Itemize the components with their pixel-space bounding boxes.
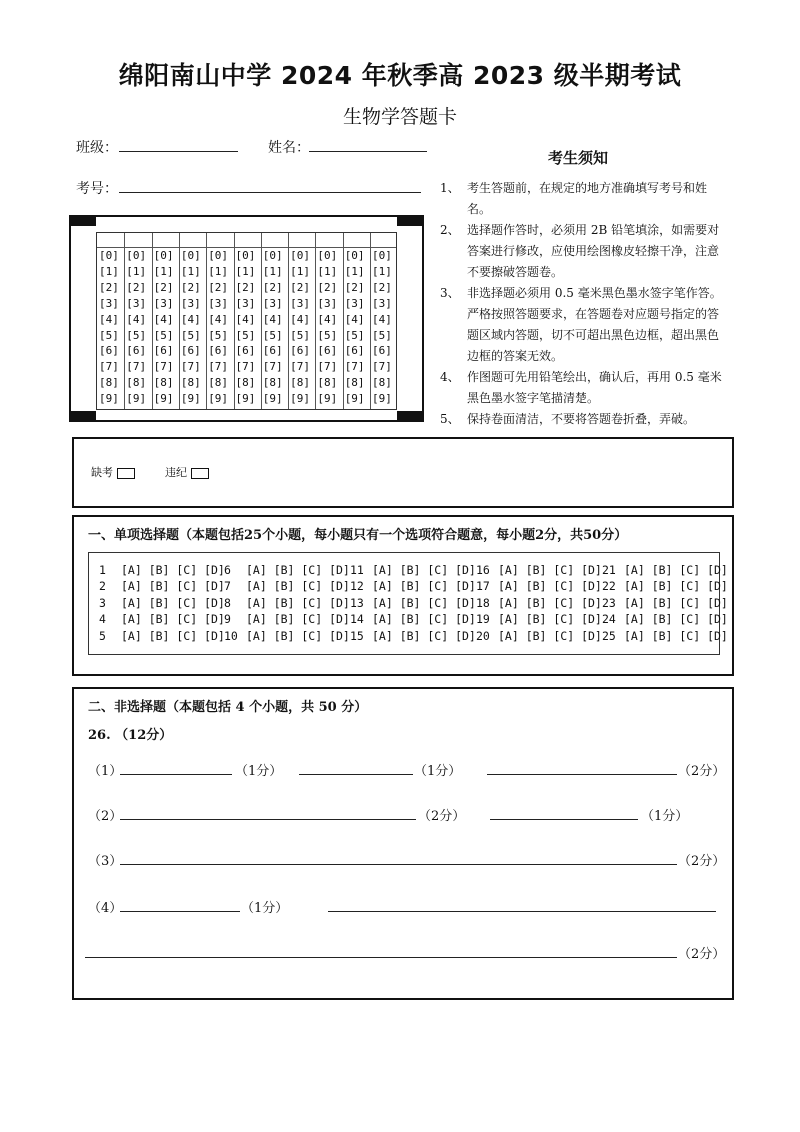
digit-bubble[interactable]: [0] — [153, 249, 174, 262]
mc-question-number: 22 — [602, 579, 616, 594]
subq-2-label: （2） — [88, 809, 123, 824]
mc-question-number: 24 — [602, 612, 616, 627]
answer-line[interactable] — [85, 956, 677, 958]
digit-bubble[interactable]: [7] — [290, 360, 310, 374]
digit-bubble[interactable]: [6] — [317, 344, 338, 358]
digit-bubble[interactable]: [9] — [290, 392, 310, 406]
score-note: （2分） — [418, 809, 466, 824]
digit-bubble[interactable]: [4] — [372, 312, 392, 326]
digit-bubble[interactable]: [1] — [262, 264, 283, 278]
digit-bubble[interactable]: [9] — [344, 392, 365, 406]
digit-bubble[interactable]: [7] — [317, 360, 338, 374]
name-field[interactable] — [309, 150, 427, 152]
digit-bubble[interactable]: [6] — [262, 344, 283, 358]
digit-bubble[interactable]: [2] — [126, 280, 147, 294]
digit-bubble[interactable]: [8] — [126, 376, 147, 390]
grid-header-line — [97, 247, 396, 248]
digit-bubble[interactable]: [3] — [235, 296, 256, 310]
mc-question-row[interactable] — [602, 628, 728, 644]
digit-bubble[interactable]: [5] — [290, 328, 310, 342]
mc-question-row[interactable] — [224, 595, 350, 611]
mc-column — [224, 562, 350, 644]
mc-question-number: 16 — [476, 563, 490, 577]
mc-column — [602, 562, 728, 644]
digit-bubble[interactable]: [5] — [262, 328, 283, 342]
mc-question-number: 4 — [99, 612, 106, 627]
mc-question-row[interactable] — [99, 611, 225, 627]
digit-bubble[interactable]: [6] — [344, 344, 365, 358]
digit-bubble[interactable]: [4] — [126, 312, 147, 326]
digit-bubble[interactable]: [4] — [262, 312, 283, 326]
digit-bubble[interactable]: [0] — [290, 249, 310, 262]
mc-options[interactable]: [A] [B] [C] [D] — [624, 595, 728, 610]
digit-bubble[interactable]: [0] — [344, 249, 365, 262]
digit-bubble[interactable]: [9] — [126, 392, 147, 406]
violation-checkbox[interactable] — [191, 468, 209, 479]
answer-line[interactable] — [328, 910, 716, 912]
digit-bubble[interactable]: [7] — [372, 360, 392, 374]
digit-bubble[interactable]: [3] — [262, 296, 283, 310]
digit-bubble[interactable]: [4] — [153, 312, 174, 326]
mc-question-number: 1 — [99, 563, 106, 577]
digit-bubble[interactable]: [7] — [262, 360, 283, 374]
grid-column-divider — [234, 233, 235, 409]
digit-bubble[interactable]: [9] — [372, 392, 392, 406]
digit-bubble[interactable]: [7] — [180, 360, 201, 374]
score-note: （2分） — [678, 854, 726, 869]
exam-title: 绵阳南山中学 2024 年秋季高 2023 级半期考试 — [118, 61, 682, 90]
mc-question-number: 13 — [350, 595, 364, 610]
digit-bubble[interactable]: [4] — [235, 312, 256, 326]
mc-question-number: 3 — [99, 595, 106, 610]
digit-bubble[interactable]: [0] — [372, 249, 392, 262]
digit-bubble[interactable]: [8] — [317, 376, 338, 390]
digit-bubble[interactable]: [2] — [317, 280, 338, 294]
mc-options[interactable]: [A] [B] [C] [D] — [121, 628, 225, 643]
digit-bubble[interactable]: [6] — [290, 344, 310, 358]
digit-bubble[interactable]: [0] — [126, 249, 147, 262]
alignment-mark — [397, 215, 424, 226]
mc-options[interactable]: [A] [B] [C] [D] — [246, 628, 350, 643]
digit-bubble[interactable]: [8] — [208, 376, 229, 390]
mc-question-row[interactable] — [99, 595, 225, 611]
digit-bubble[interactable]: [1] — [153, 264, 174, 278]
digit-bubble[interactable]: [5] — [99, 328, 119, 342]
mc-options[interactable]: [A] [B] [C] [D] — [624, 563, 728, 577]
mc-options[interactable]: [A] [B] [C] [D] — [498, 612, 602, 627]
digit-bubble[interactable]: [9] — [180, 392, 201, 406]
digit-bubble[interactable]: [9] — [99, 392, 119, 406]
mc-question-row[interactable] — [602, 611, 728, 627]
digit-bubble[interactable]: [6] — [208, 344, 229, 358]
digit-bubble[interactable]: [3] — [180, 296, 201, 310]
mc-options[interactable]: [A] [B] [C] [D] — [372, 579, 476, 594]
grid-column-divider — [261, 233, 262, 409]
digit-bubble[interactable]: [8] — [180, 376, 201, 390]
digit-bubble[interactable]: [8] — [235, 376, 256, 390]
mc-column — [350, 562, 476, 644]
mc-options[interactable]: [A] [B] [C] [D] — [624, 612, 728, 627]
class-field[interactable] — [119, 150, 238, 152]
score-note: （1分） — [414, 764, 462, 779]
digit-bubble[interactable]: [6] — [153, 344, 174, 358]
mc-question-row[interactable] — [99, 628, 225, 644]
mc-question-number: 2 — [99, 579, 106, 594]
subq-4-label: （4） — [88, 901, 123, 916]
digit-bubble[interactable]: [7] — [126, 360, 147, 374]
grid-column-divider — [288, 233, 289, 409]
mc-options[interactable]: [A] [B] [C] [D] — [498, 579, 602, 594]
digit-bubble[interactable]: [2] — [208, 280, 229, 294]
digit-bubble[interactable]: [4] — [317, 312, 338, 326]
digit-bubble[interactable]: [3] — [317, 296, 338, 310]
mc-question-number: 14 — [350, 612, 364, 627]
digit-bubble[interactable]: [3] — [290, 296, 310, 310]
digit-bubble[interactable]: [1] — [235, 264, 256, 278]
section2-title: 二、非选择题（本题包括 4 个小题，共 50 分） — [88, 700, 368, 715]
mc-options[interactable]: [A] [B] [C] [D] — [246, 563, 350, 577]
digit-bubble[interactable]: [6] — [126, 344, 147, 358]
grid-column-divider — [124, 233, 125, 409]
mc-question-row[interactable] — [476, 628, 602, 644]
digit-bubble[interactable]: [2] — [290, 280, 310, 294]
digit-bubble[interactable]: [1] — [372, 264, 392, 278]
absent-mark: 缺考 — [91, 464, 135, 480]
notice-item: 4、 作图题可先用铅笔绘出，确认后，再用 0.5 毫米黑色墨水签字笔描清楚。 — [440, 370, 722, 405]
answer-line[interactable] — [487, 773, 677, 775]
digit-bubble[interactable]: [1] — [317, 264, 338, 278]
notice-list — [440, 178, 730, 430]
alignment-mark — [69, 215, 96, 226]
answer-line[interactable] — [120, 863, 677, 865]
answer-line[interactable] — [490, 818, 638, 820]
digit-bubble[interactable]: [8] — [262, 376, 283, 390]
digit-bubble[interactable]: [4] — [208, 312, 229, 326]
notice-item: 5、 保持卷面清洁，不要将答题卷折叠，弄破。 — [440, 412, 696, 426]
mc-question-row[interactable] — [476, 562, 602, 578]
mc-question-row[interactable] — [99, 578, 225, 594]
digit-bubble[interactable]: [5] — [180, 328, 201, 342]
mc-question-number: 18 — [476, 595, 490, 610]
sheet-subtitle: 生物学答题卡 — [342, 106, 457, 128]
grid-column-divider — [370, 233, 371, 409]
mc-options[interactable]: [A] [B] [C] [D] — [372, 612, 476, 627]
mc-question-row[interactable] — [476, 578, 602, 594]
mc-question-number: 5 — [99, 628, 106, 643]
notice-item: 2、 选择题作答时，必须用 2B 铅笔填涂，如需要对答案进行修改，应使用绘图橡皮轻擦干净，注意不要擦破答题卷。 — [440, 223, 720, 279]
alignment-mark — [397, 411, 424, 422]
digit-bubble[interactable]: [3] — [344, 296, 365, 310]
digit-bubble[interactable]: [3] — [99, 296, 119, 310]
digit-bubble[interactable]: [3] — [372, 296, 392, 310]
digit-bubble[interactable]: [5] — [372, 328, 392, 342]
mc-question-row[interactable] — [602, 595, 728, 611]
digit-bubble[interactable]: [4] — [180, 312, 201, 326]
score-note: （2分） — [678, 947, 726, 962]
mc-options[interactable]: [A] [B] [C] [D] — [624, 579, 728, 594]
mc-options[interactable]: [A] [B] [C] [D] — [624, 628, 728, 643]
mc-question-row[interactable] — [99, 562, 225, 578]
mc-question-row[interactable] — [602, 578, 728, 594]
digit-bubble[interactable]: [9] — [153, 392, 174, 406]
mc-question-row[interactable] — [350, 595, 476, 611]
mc-options[interactable]: [A] [B] [C] [D] — [246, 612, 350, 627]
mc-column — [476, 562, 602, 644]
answer-line[interactable] — [299, 773, 413, 775]
violation-mark: 违纪 — [165, 464, 209, 480]
mc-options[interactable]: [A] [B] [C] [D] — [246, 579, 350, 594]
answer-line[interactable] — [120, 818, 416, 820]
digit-bubble[interactable]: [0] — [99, 249, 119, 262]
mc-options[interactable]: [A] [B] [C] [D] — [372, 595, 476, 610]
name-label: 姓名： — [268, 140, 310, 156]
digit-bubble[interactable]: [8] — [290, 376, 310, 390]
digit-bubble[interactable]: [6] — [180, 344, 201, 358]
mc-question-row[interactable] — [476, 595, 602, 611]
notice-item: 1、 考生答题前，在规定的地方准确填写考号和姓名。 — [440, 181, 708, 216]
mc-question-row[interactable] — [224, 578, 350, 594]
score-note: （2分） — [678, 764, 726, 779]
score-note: （1分） — [235, 764, 283, 779]
digit-bubble[interactable]: [2] — [99, 280, 119, 294]
subq-1-label: （1） — [88, 764, 123, 779]
mc-question-row[interactable] — [350, 611, 476, 627]
digit-bubble[interactable]: [1] — [344, 264, 365, 278]
digit-bubble[interactable]: [9] — [317, 392, 338, 406]
digit-bubble[interactable]: [1] — [290, 264, 310, 278]
mc-options[interactable]: [A] [B] [C] [D] — [246, 595, 350, 610]
digit-bubble[interactable]: [2] — [344, 280, 365, 294]
digit-bubble[interactable]: [8] — [99, 376, 119, 390]
absent-checkbox[interactable] — [117, 468, 135, 479]
mc-options[interactable]: [A] [B] [C] [D] — [121, 563, 225, 577]
digit-bubble[interactable]: [0] — [317, 249, 338, 262]
mc-question-number: 8 — [224, 595, 231, 610]
grid-column-divider — [179, 233, 180, 409]
digit-bubble[interactable]: [8] — [153, 376, 174, 390]
digit-bubble[interactable]: [4] — [99, 312, 119, 326]
mc-question-number: 10 — [224, 628, 238, 643]
mc-question-number: 15 — [350, 628, 364, 643]
mc-options[interactable]: [A] [B] [C] [D] — [372, 563, 476, 577]
digit-bubble[interactable]: [1] — [208, 264, 229, 278]
grid-column-divider — [152, 233, 153, 409]
digit-bubble[interactable]: [2] — [262, 280, 283, 294]
question-26-title: 26. （12分） — [88, 728, 173, 743]
digit-bubble[interactable]: [1] — [99, 264, 119, 278]
digit-bubble[interactable]: [5] — [153, 328, 174, 342]
exam-no-label: 考号： — [76, 181, 118, 197]
mc-question-number: 17 — [476, 579, 490, 594]
digit-bubble[interactable]: [7] — [99, 360, 119, 374]
digit-bubble[interactable]: [6] — [235, 344, 256, 358]
exam-no-field[interactable] — [119, 191, 421, 193]
mc-options[interactable]: [A] [B] [C] [D] — [498, 595, 602, 610]
mc-options[interactable]: [A] [B] [C] [D] — [372, 628, 476, 643]
digit-bubble[interactable]: [9] — [262, 392, 283, 406]
mc-question-row[interactable] — [350, 562, 476, 578]
alignment-mark — [69, 411, 96, 422]
subq-3-label: （3） — [88, 854, 123, 869]
mc-question-row[interactable] — [224, 611, 350, 627]
mc-question-row[interactable] — [350, 628, 476, 644]
mc-options[interactable]: [A] [B] [C] [D] — [121, 595, 225, 610]
mc-question-number: 7 — [224, 579, 231, 594]
mc-options[interactable]: [A] [B] [C] [D] — [121, 612, 225, 627]
digit-bubble[interactable]: [7] — [153, 360, 174, 374]
mc-question-number: 9 — [224, 612, 231, 627]
digit-bubble[interactable]: [4] — [290, 312, 310, 326]
digit-bubble[interactable]: [0] — [235, 249, 256, 262]
mc-question-number: 25 — [602, 628, 616, 643]
grid-column-divider — [206, 233, 207, 409]
mc-question-number: 21 — [602, 563, 616, 577]
mc-question-number: 23 — [602, 595, 616, 610]
mc-question-row[interactable] — [224, 562, 350, 578]
exam-number-grid[interactable] — [96, 232, 397, 410]
grid-column-divider — [343, 233, 344, 409]
digit-bubble[interactable]: [2] — [372, 280, 392, 294]
score-note: （1分） — [241, 901, 289, 916]
mc-question-row[interactable] — [602, 562, 728, 578]
digit-bubble[interactable]: [5] — [344, 328, 365, 342]
digit-bubble[interactable]: [3] — [153, 296, 174, 310]
digit-bubble[interactable]: [7] — [208, 360, 229, 374]
digit-bubble[interactable]: [3] — [208, 296, 229, 310]
section1-title: 一、单项选择题（本题包括25个小题，每小题只有一个选项符合题意，每小题2分，共50分） — [88, 528, 628, 543]
digit-bubble[interactable]: [7] — [344, 360, 365, 374]
digit-bubble[interactable]: [5] — [317, 328, 338, 342]
digit-bubble[interactable]: [1] — [126, 264, 147, 278]
grid-column-divider — [315, 233, 316, 409]
digit-bubble[interactable]: [6] — [372, 344, 392, 358]
digit-bubble[interactable]: [8] — [372, 376, 392, 390]
mc-question-number: 19 — [476, 612, 490, 627]
mc-question-row[interactable] — [476, 611, 602, 627]
digit-bubble[interactable]: [0] — [208, 249, 229, 262]
digit-bubble[interactable]: [8] — [344, 376, 365, 390]
digit-bubble[interactable]: [2] — [153, 280, 174, 294]
mc-options[interactable]: [A] [B] [C] [D] — [121, 579, 225, 594]
digit-bubble[interactable]: [6] — [99, 344, 119, 358]
notice-item: 3、 非选择题必须用 0.5 毫米黑色墨水签字笔作答。严格按照答题要求，在答题卷对应题号指定的答题区域内答题，切不可超出黑色边框，超出黑色边框的答案无效。 — [440, 286, 722, 363]
digit-bubble[interactable]: [5] — [208, 328, 229, 342]
digit-bubble[interactable]: [2] — [235, 280, 256, 294]
digit-bubble[interactable]: [9] — [235, 392, 256, 406]
score-note: （1分） — [641, 809, 689, 824]
mc-question-row[interactable] — [350, 578, 476, 594]
mc-question-number: 6 — [224, 563, 231, 577]
mc-options[interactable]: [A] [B] [C] [D] — [498, 628, 602, 643]
notice-title: 考生须知 — [548, 149, 609, 167]
mc-question-number: 11 — [350, 563, 364, 577]
answer-line[interactable] — [120, 910, 240, 912]
mc-column — [99, 562, 225, 644]
digit-bubble[interactable]: [4] — [344, 312, 365, 326]
digit-bubble[interactable]: [7] — [235, 360, 256, 374]
mc-question-number: 20 — [476, 628, 490, 643]
mc-options[interactable]: [A] [B] [C] [D] — [498, 563, 602, 577]
digit-bubble[interactable]: [0] — [180, 249, 201, 262]
digit-bubble[interactable]: [2] — [180, 280, 201, 294]
answer-line[interactable] — [120, 773, 232, 775]
digit-bubble[interactable]: [1] — [180, 264, 201, 278]
digit-bubble[interactable]: [0] — [262, 249, 283, 262]
digit-bubble[interactable]: [5] — [235, 328, 256, 342]
mc-question-row[interactable] — [224, 628, 350, 644]
mc-question-number: 12 — [350, 579, 364, 594]
digit-bubble[interactable]: [9] — [208, 392, 229, 406]
digit-bubble[interactable]: [5] — [126, 328, 147, 342]
class-label: 班级： — [76, 140, 118, 156]
digit-bubble[interactable]: [3] — [126, 296, 147, 310]
